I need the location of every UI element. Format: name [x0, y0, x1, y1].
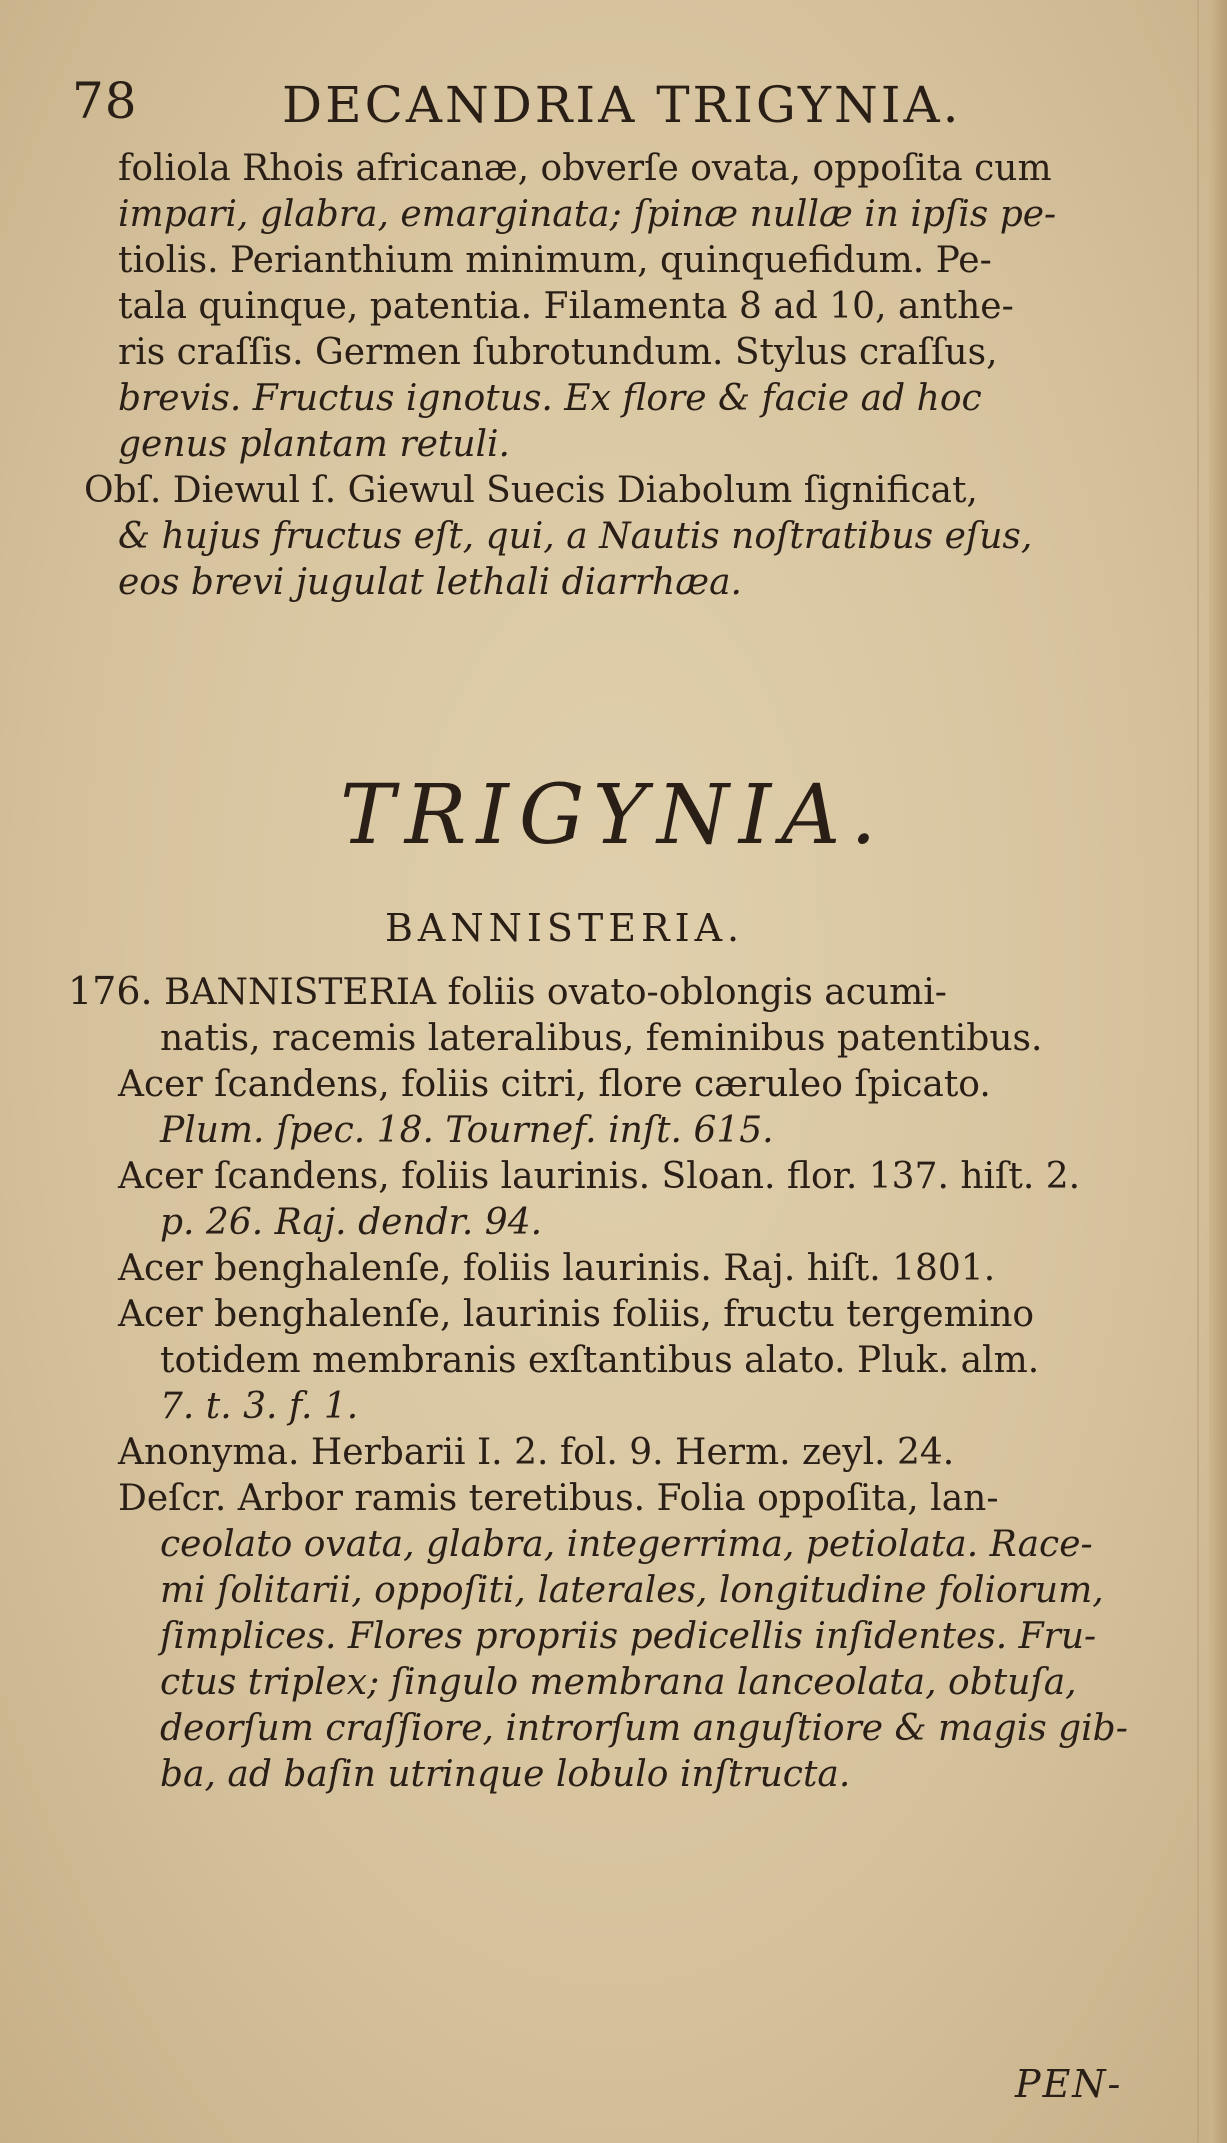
- synonym-line: p. 26. Raj. dendr. 94.: [160, 1202, 543, 1243]
- page-fold-line: [1197, 0, 1199, 2143]
- description-line: ceolato ovata, glabra, integerrima, petiolata. Race-: [160, 1524, 1093, 1565]
- description-line: ctus triplex; ſingulo membrana lanceolata, obtuſa,: [160, 1662, 1077, 1703]
- description-line: ſimplices. Flores propriis pedicellis inſidentes. Fru-: [160, 1616, 1097, 1657]
- synonym-line: Acer benghalenſe, foliis laurinis. Raj. hiſt. 1801.: [118, 1248, 996, 1289]
- observation-line: eos brevi jugulat lethali diarrhæa.: [118, 562, 742, 603]
- text-line: genus plantam retuli.: [118, 424, 510, 465]
- species-diagnosis: BANNISTERIA foliis ovato-oblongis acumi-: [164, 972, 947, 1013]
- species-number: 176.: [68, 969, 153, 1013]
- genus-heading: BANNISTERIA.: [385, 906, 745, 950]
- text-line: tala quinque, patentia. Filamenta 8 ad 10, anthe-: [118, 286, 1014, 327]
- synonym-line: Anonyma. Herbarii I. 2. fol. 9. Herm. zeyl. 24.: [118, 1432, 955, 1473]
- description-line: ba, ad baſin utrinque lobulo inſtructa.: [160, 1754, 851, 1795]
- page-edge: [1209, 0, 1227, 2143]
- species-entry: [68, 968, 1168, 1798]
- description-line: mi ſolitarii, oppoſiti, laterales, longitudine foliorum,: [160, 1570, 1104, 1611]
- text-line: ris craſſis. Germen ſubrotundum. Stylus craſſus,: [118, 332, 998, 373]
- text-line: brevis. Fructus ignotus. Ex flore & facie ad hoc: [118, 378, 982, 419]
- text-line: impari, glabra, emarginata; ſpinæ nullæ in ipſis pe-: [118, 194, 1057, 235]
- synonym-line: Acer benghalenſe, laurinis foliis, fructu tergemino: [118, 1294, 1035, 1335]
- catchword: PEN-: [1015, 2062, 1123, 2106]
- text-line: tiolis. Perianthium minimum, quinquefidum. Pe-: [118, 240, 992, 281]
- section-heading: TRIGYNIA.: [340, 768, 887, 863]
- description-line: deorſum craſſiore, introrſum anguſtiore & magis gib-: [160, 1708, 1128, 1749]
- observation-line: & hujus fructus eſt, qui, a Nautis noſtratibus eſus,: [118, 516, 1033, 557]
- synonym-line: Acer ſcandens, foliis citri, flore cæruleo ſpicato.: [118, 1064, 991, 1105]
- text-line: foliola Rhois africanæ, obverſe ovata, oppoſita cum: [118, 148, 1052, 189]
- species-diagnosis-line: [68, 968, 1168, 1016]
- running-head: DECANDRIA TRIGYNIA.: [282, 76, 962, 134]
- synonym-line: Acer ſcandens, foliis laurinis. Sloan. flor. 137. hiſt. 2.: [118, 1156, 1081, 1197]
- description-line: Deſcr. Arbor ramis teretibus. Folia oppoſita, lan-: [118, 1478, 999, 1519]
- page-number: 78: [72, 72, 138, 130]
- synonym-line: totidem membranis exſtantibus alato. Pluk. alm.: [160, 1340, 1040, 1381]
- synonym-line: Plum. ſpec. 18. Tournef. inſt. 615.: [160, 1110, 774, 1151]
- synonym-line: 7. t. 3. f. 1.: [160, 1386, 359, 1427]
- observation-line: Obſ. Diewul ſ. Giewul Suecis Diabolum ſignificat,: [84, 470, 978, 511]
- page-header: [72, 72, 1152, 132]
- species-diagnosis-line: natis, racemis lateralibus, feminibus patentibus.: [160, 1018, 1043, 1059]
- description-paragraph: [84, 146, 1168, 606]
